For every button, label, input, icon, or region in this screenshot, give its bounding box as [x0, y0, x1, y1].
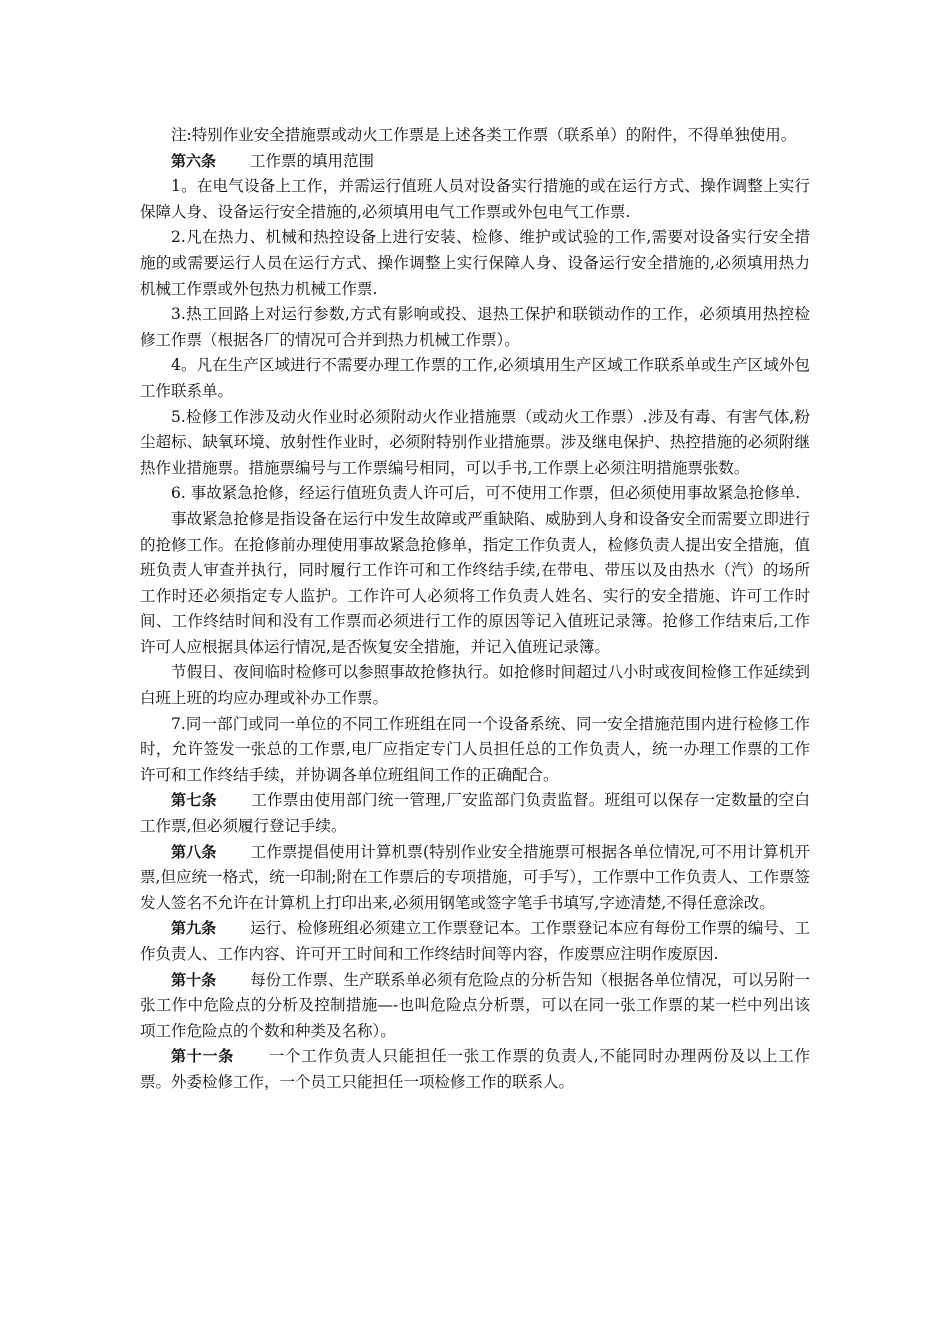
paragraph-text: 3.热工回路上对运行参数,方式有影响或投、退热工保护和联锁动作的工作，必须填用热控检修工作票（根据各厂的情况可合并到热力机械工作票）。 — [140, 305, 810, 349]
article-11 — [140, 1044, 810, 1095]
paragraph-item-1 — [140, 174, 810, 225]
note-text: 注:特别作业安全措施票或动火工作票是上述各类工作票（联系单）的附件，不得单独使用。 — [171, 126, 797, 144]
paragraph-item-5 — [140, 405, 810, 482]
article-text: 工作票提倡使用计算机票(特别作业安全措施票可根据各单位情况,可不用计算机开票,但应统一格式，统一印制;附在工作票后的专项措施，可手写），工作票中工作负责人、工作票签发人签名不允许在计算机上打印出来,必须用钢笔或签字笔手书填写,字迹清楚,不得任意涂改。 — [140, 842, 810, 912]
paragraph-text: 2.凡在热力、机械和热控设备上进行安装、检修、维护或试验的工作,需要对设备实行安全措施的或需要运行人员在运行方式、操作调整上实行保障人身、设备运行安全措施的,必须填用热力机械工作票或外包热力机械工作票. — [140, 228, 810, 298]
paragraph-text: 节假日、夜间临时检修可以参照事故抢修执行。如抢修时间超过八小时或夜间检修工作延续到白班上班的均应办理或补办工作票。 — [140, 663, 810, 708]
paragraph-item-7 — [140, 712, 810, 789]
article-6-heading — [140, 149, 810, 175]
article-title: 工作票的填用范围 — [250, 151, 375, 170]
article-label: 第九条 — [171, 919, 217, 938]
article-text: 一个工作负责人只能担任一张工作票的负责人,不能同时办理两份及以上工作票。外委检修工作，一个员工只能担任一项检修工作的联系人。 — [140, 1047, 810, 1091]
article-10 — [140, 968, 810, 1045]
document-body — [140, 123, 810, 1096]
article-text: 工作票由使用部门统一管理,厂安监部门负责监督。班组可以保存一定数量的空白工作票,但必须履行登记手续。 — [140, 791, 810, 836]
article-8 — [140, 840, 810, 917]
paragraph-text: 1。在电气设备上工作，并需运行值班人员对设备实行措施的或在运行方式、操作调整上实行保障人身、设备运行安全措施的,必须填用电气工作票或外包电气工作票. — [140, 177, 810, 221]
note-paragraph — [140, 123, 810, 149]
paragraph-item-2 — [140, 225, 810, 302]
paragraph-text: 事故紧急抢修是指设备在运行中发生故障或严重缺陷、威胁到人身和设备安全而需要立即进行的抢修工作。在抢修前办理使用事故紧急抢修单，指定工作负责人，检修负责人提出安全措施，值班负责人审查并执行，同时履行工作许可和工作终结手续,在带电、带压以及由热水（汽）的场所工作时还必须指定专人监护。工作许可人必须将工作负责人姓名、实行的安全措施、许可工作时间、工作终结时间和没有工作票而必须进行工作的原因等记入值班记录簿。抢修工作结束后,工作许可人应根据具体运行情况,是否恢复安全措施，并记入值班记录簿。 — [140, 509, 810, 656]
paragraph-item-3 — [140, 302, 810, 353]
paragraph-item-4 — [140, 353, 810, 404]
article-label: 第十条 — [171, 970, 217, 989]
article-text: 运行、检修班组必须建立工作票登记本。工作票登记本应有每份工作票的编号、工作负责人、工作内容、许可开工时间和工作终结时间等内容，作废票应注明作废原因. — [140, 919, 810, 963]
article-7 — [140, 788, 810, 839]
paragraph-text: 4。凡在生产区域进行不需要办理工作票的工作,必须填用生产区域工作联系单或生产区域外包工作联系单。 — [140, 356, 810, 400]
paragraph-text: 7.同一部门或同一单位的不同工作班组在同一个设备系统、同一安全措施范围内进行检修工作时，允许签发一张总的工作票,电厂应指定专门人员担任总的工作负责人，统一办理工作票的工作许可和工作终结手续，并协调各单位班组间工作的正确配合。 — [140, 714, 810, 784]
article-label: 第八条 — [171, 842, 217, 861]
article-label: 第六条 — [171, 151, 217, 170]
article-label: 第七条 — [171, 791, 217, 810]
paragraph-emergency-repair — [140, 507, 810, 661]
paragraph-text: 5.检修工作涉及动火作业时必须附动火作业措施票（或动火工作票）.涉及有毒、有害气体,粉尘超标、缺氧环境、放射性作业时，必须附特别作业措施票。涉及继电保护、热控措施的必须附继热作业措施票。措施票编号与工作票编号相同，可以手书,工作票上必须注明措施票张数。 — [140, 407, 810, 477]
paragraph-text: 6. 事故紧急抢修，经运行值班负责人许可后，可不使用工作票，但必须使用事故紧急抢修单. — [171, 484, 801, 503]
article-9 — [140, 916, 810, 967]
paragraph-item-6 — [140, 481, 810, 507]
article-label: 第十一条 — [171, 1047, 235, 1066]
article-text: 每份工作票、生产联系单必须有危险点的分析告知（根据各单位情况，可以另附一张工作中危险点的分析及控制措施—-也叫危险点分析票，可以在同一张工作票的某一栏中列出该项工作危险点的个数和种类及名称）。 — [140, 970, 810, 1040]
paragraph-holiday-repair — [140, 660, 810, 711]
